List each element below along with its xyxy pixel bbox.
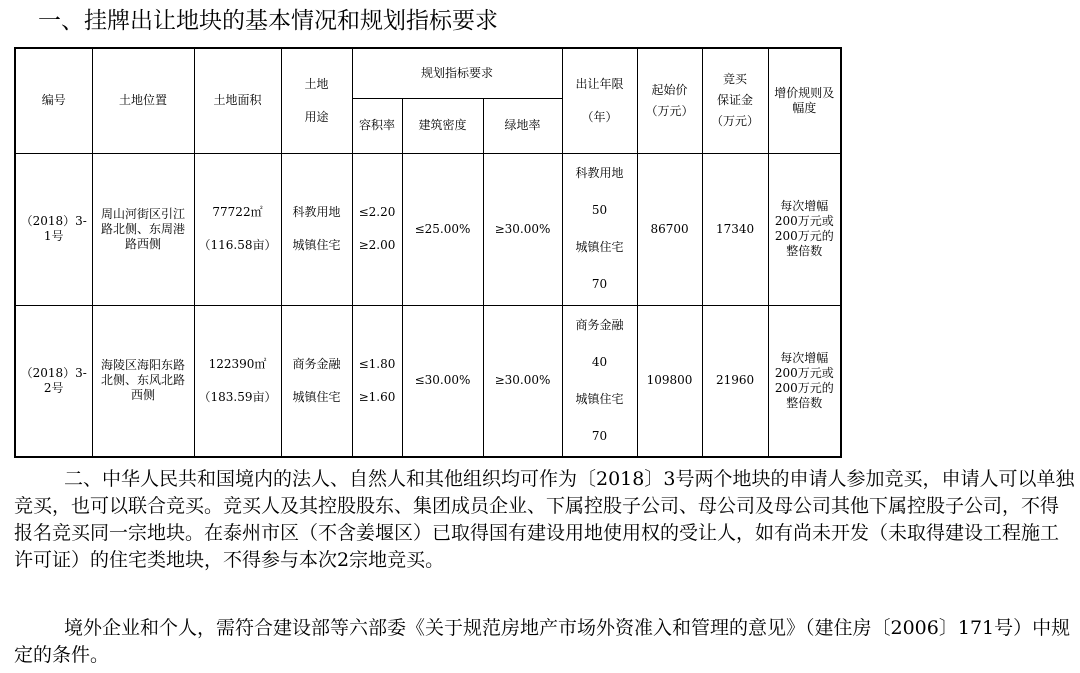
header-deposit [702,48,768,153]
cell-use-1: 商务金融 [292,356,341,371]
header-deposit-line3: （万元） [711,114,760,129]
table-header-row [15,48,841,98]
header-deposit-line1: 竞买 [723,72,748,87]
header-start-price-line1: 起始价 [651,82,688,97]
table-row [15,305,841,457]
cell-term-1-use: 商务金融 [575,317,624,332]
cell-term-1-years: 50 [591,203,608,217]
table-row [15,153,841,305]
header-start-price [637,48,702,153]
paragraph-eligibility: 二、中华人民共和国境内的法人、自然人和其他组织均可作为〔2018〕3号两个地块的申请人参加竞买，申请人可以单独竞买，也可以联合竞买。竞买人及其控股股东、集团成员企业、下属控股子公司、母公司及母公司其他下属控股子公司，不得报名竞买同一宗地块。在泰州市区（不含姜堰区）已取得国有建设用地使用权的受让人，如有尚未开发（未取得建设工程施工许可证）的住宅类地块，不得参与本次2宗地竞买。 [14,468,1075,571]
paragraph-foreign-entities: 境外企业和个人，需符合建设部等六部委《关于规范房地产市场外资准入和管理的意见》（建住房〔2006〕171号）中规定的条件。 [14,617,1071,666]
cell-green: ≥30.00% [483,305,562,457]
header-location: 土地位置 [92,48,194,153]
cell-green: ≥30.00% [483,153,562,305]
header-id: 编号 [15,48,92,153]
cell-term-2-use: 城镇住宅 [575,240,624,254]
cell-term [562,305,637,457]
header-far: 容积率 [352,98,402,153]
cell-density: ≤30.00% [402,305,483,457]
header-term [562,48,637,153]
cell-density: ≤25.00% [402,153,483,305]
cell-term-2-years: 70 [591,277,608,291]
cell-area-sqm: 77722㎡ [212,205,263,219]
header-increment: 增价规则及幅度 [768,48,841,153]
land-parcel-table [14,47,842,458]
header-start-price-line2: （万元） [645,103,694,118]
cell-deposit: 17340 [702,153,768,305]
cell-use [281,305,352,457]
cell-area-mu: （116.58亩） [198,238,277,252]
cell-term-1-years: 40 [591,354,608,369]
header-use [281,48,352,153]
header-term-line2: （年） [581,109,618,124]
cell-id: （2018）3-2号 [15,305,92,457]
cell-use [281,153,352,305]
cell-term-2-use: 城镇住宅 [575,391,624,406]
cell-location: 海陵区海阳东路北侧、东风北路西侧 [92,305,194,457]
cell-increment: 每次增幅200万元或200万元的整倍数 [768,305,841,457]
cell-far-2: ≥1.60 [358,389,396,404]
header-density: 建筑密度 [402,98,483,153]
cell-start-price: 109800 [637,305,702,457]
cell-far [352,305,402,457]
cell-start-price: 86700 [637,153,702,305]
cell-area-sqm: 122390㎡ [208,356,267,371]
cell-far-1: ≤1.80 [358,356,396,371]
cell-far [352,153,402,305]
cell-use-2: 城镇住宅 [292,238,341,252]
header-use-line2: 用途 [304,109,329,124]
header-area: 土地面积 [194,48,281,153]
section-heading: 一、挂牌出让地块的基本情况和规划指标要求 [38,8,498,34]
cell-area-mu: （183.59亩） [198,389,277,404]
cell-area [194,153,281,305]
cell-area [194,305,281,457]
cell-use-1: 科教用地 [292,205,341,219]
header-planning: 规划指标要求 [352,48,562,98]
cell-id: （2018）3-1号 [15,153,92,305]
header-term-line1: 出让年限 [575,76,624,91]
cell-deposit: 21960 [702,305,768,457]
cell-far-1: ≤2.20 [358,205,396,219]
cell-increment: 每次增幅200万元或200万元的整倍数 [768,153,841,305]
cell-location: 周山河街区引江路北侧、东周港路西侧 [92,153,194,305]
cell-term [562,153,637,305]
header-use-line1: 土地 [304,76,329,91]
cell-term-1-use: 科教用地 [575,166,624,180]
header-green: 绿地率 [483,98,562,153]
cell-use-2: 城镇住宅 [292,389,341,404]
cell-far-2: ≥2.00 [358,238,396,252]
cell-term-2-years: 70 [591,428,608,443]
header-deposit-line2: 保证金 [717,93,754,108]
